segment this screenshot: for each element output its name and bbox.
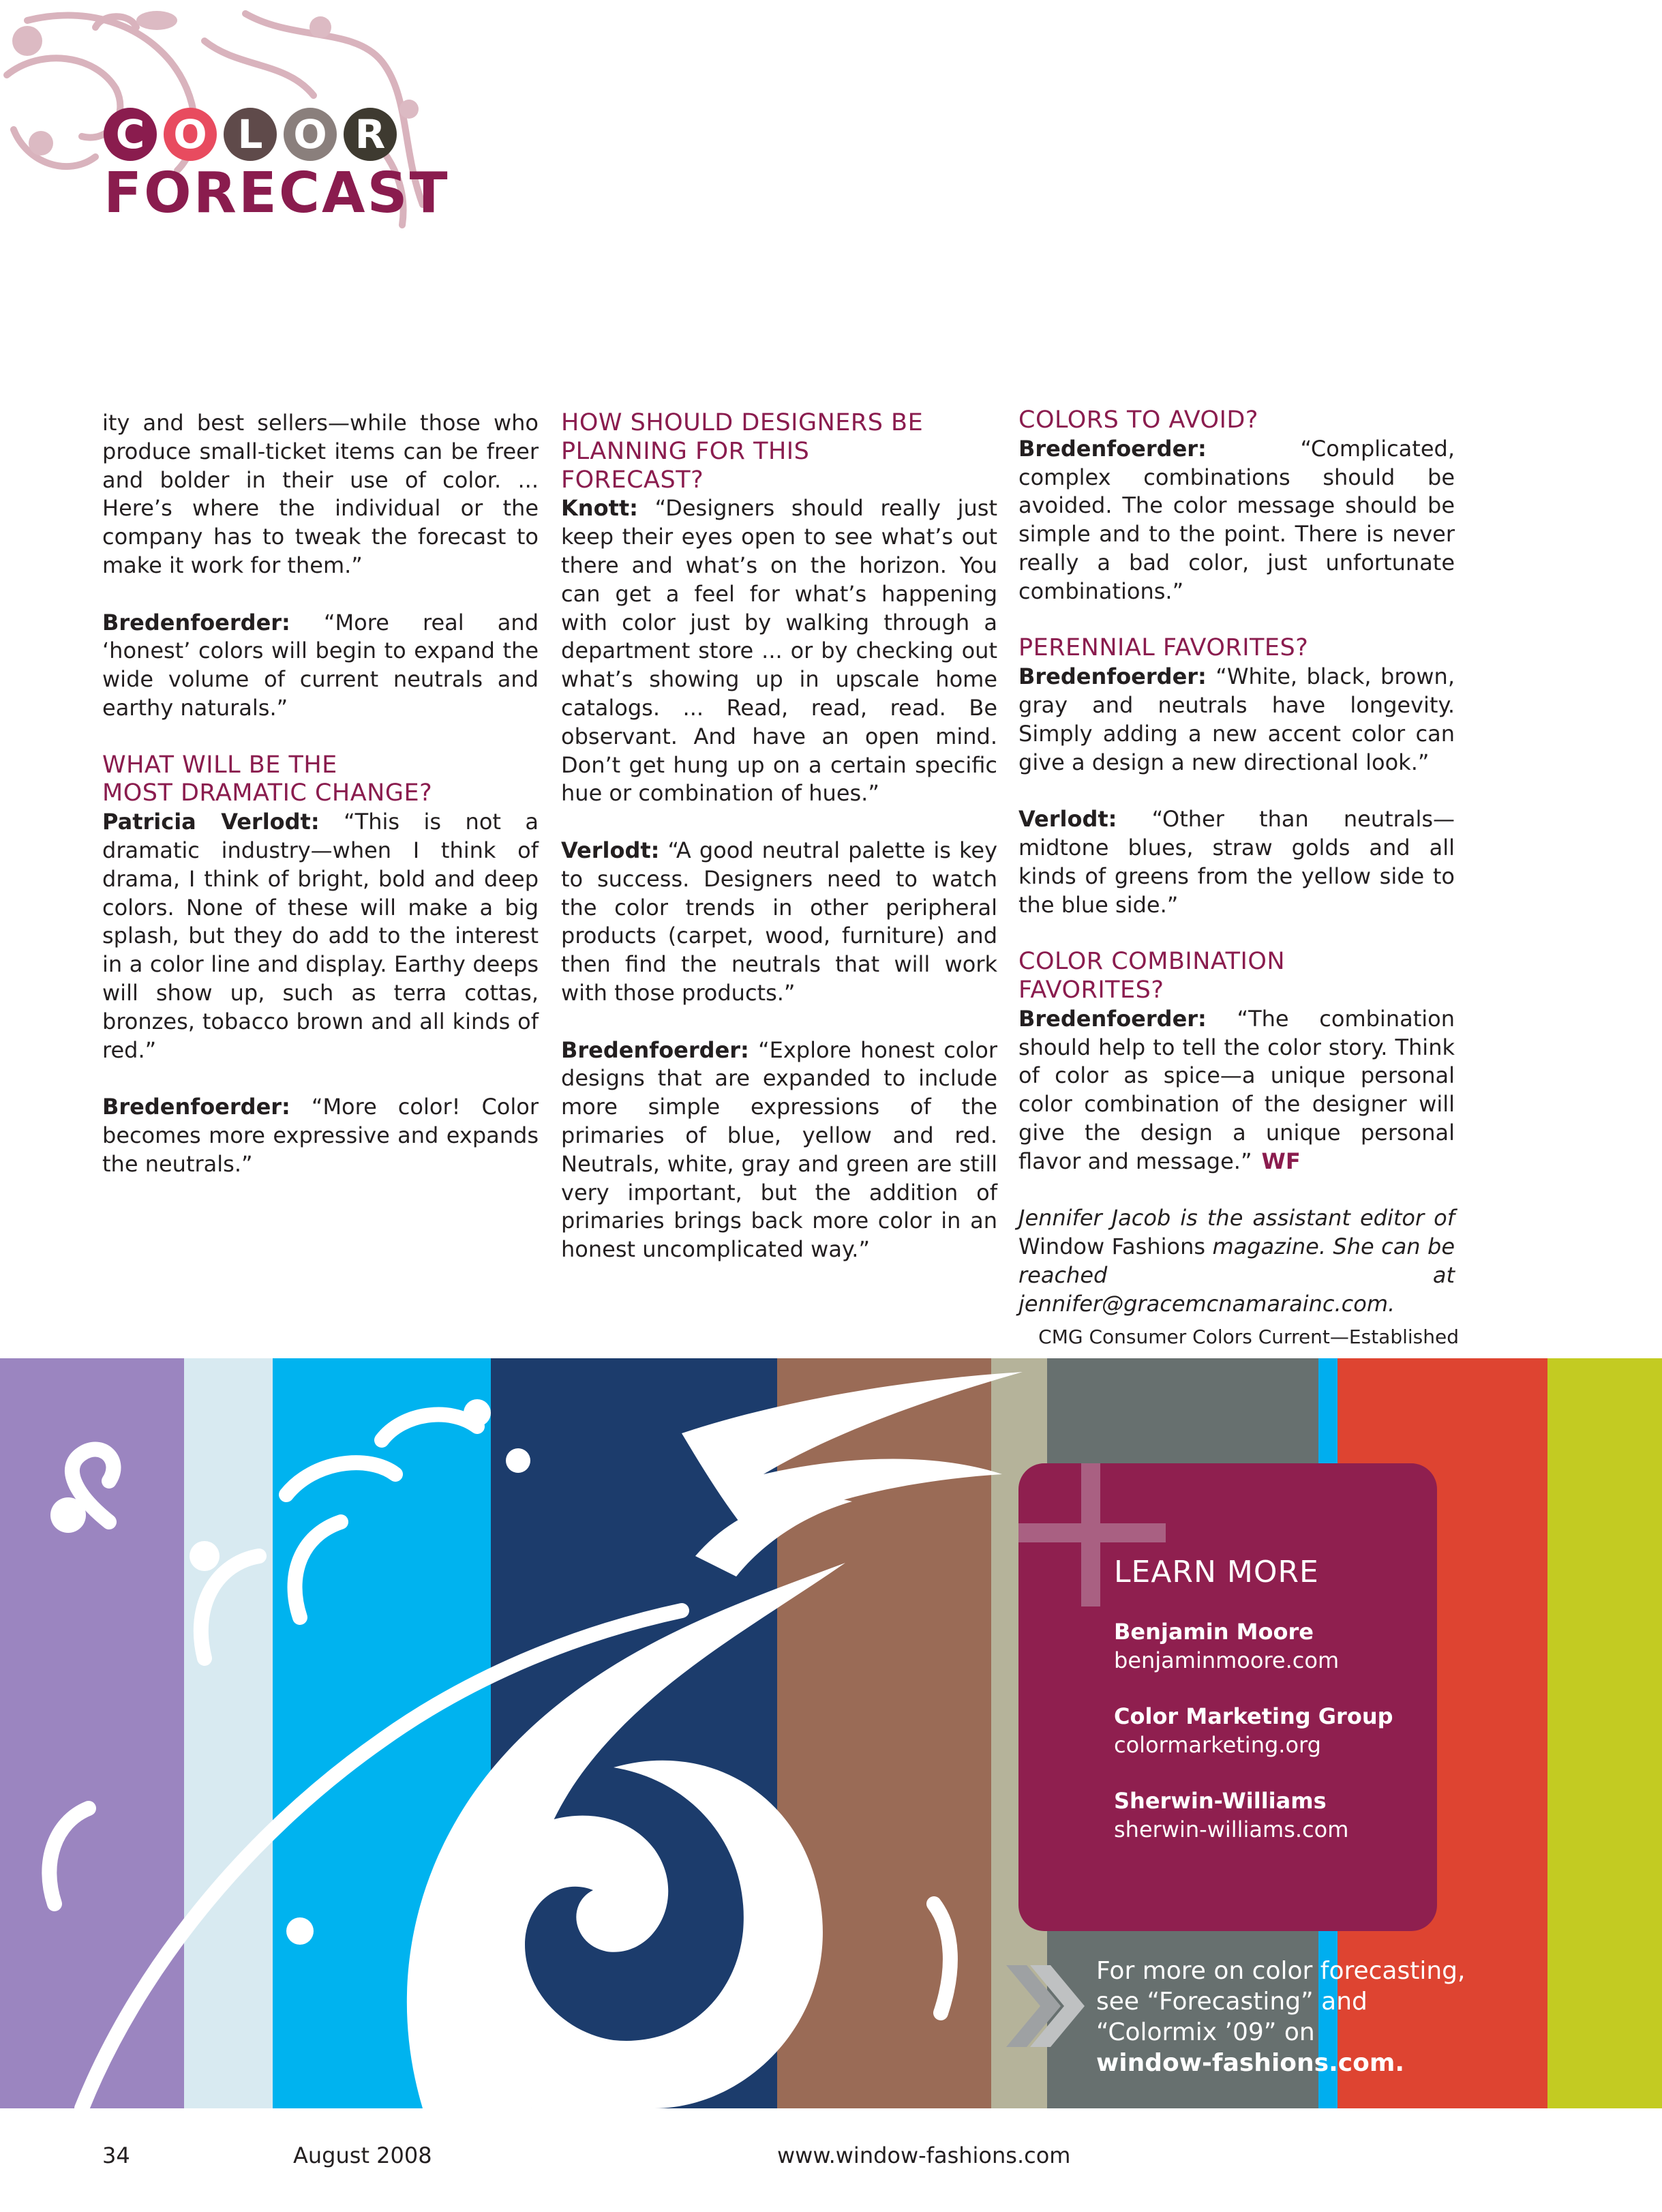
col2-paragraph-1 <box>561 494 997 808</box>
col3-paragraph-3 <box>1018 805 1455 919</box>
quote: “Complicated, complex combinations should be avoided. The color message should be simple and to the point. There is never really a bad color, just unfortunate combinations.” <box>1018 435 1455 604</box>
quote: “Designers should really just keep their eyes open to see what’s out there and what’s on the horizon. You can get a feel for what’s happening with color just by walking through a department store ... or by checking out what’s showing up in upscale home catalogs. ... Read, read, read. Be observant. And have an open mind. Don’t get hung up on a certain specific hue or combination of hues.” <box>561 495 997 807</box>
resource-name-benjamin-moore: Benjamin Moore <box>1114 1619 1314 1645</box>
more-line-2: see “Forecasting” and <box>1096 1988 1368 2016</box>
quote: “This is not a dramatic industry—when I think of drama, I think of bright, bold and deep colors. None of these will make a big splash, but they do add to the interest in a color line and display. Earthy deeps will show up, such as terra cottas, bronzes, tobacco brown and all kinds of red.” <box>102 809 539 1063</box>
bio-magazine: Window Fashions <box>1018 1234 1206 1260</box>
resource-link-benjamin-moore[interactable]: benjaminmoore.com <box>1114 1647 1340 1673</box>
col2-paragraph-3 <box>561 1036 997 1264</box>
speaker: Bredenfoerder: <box>102 609 290 636</box>
wf-end-mark: WF <box>1261 1148 1301 1174</box>
col3-paragraph-1 <box>1018 435 1455 606</box>
column-1 <box>102 409 539 1207</box>
color-stripe <box>0 1358 184 2108</box>
speaker: Bredenfoerder: <box>1018 663 1207 690</box>
bio-c: magazine. She can be reached at jennifer@gracemcnamarainc.com. <box>1018 1234 1455 1317</box>
forecast-title: FORECAST <box>104 161 450 226</box>
col1-heading-1: WHAT WILL BE THE <box>102 751 337 779</box>
col1-paragraph-4 <box>102 1093 539 1178</box>
more-info-note <box>1096 1956 1478 2078</box>
col2-paragraph-2 <box>561 837 997 1008</box>
bio-a: Jennifer Jacob is the assistant editor of <box>1018 1205 1455 1231</box>
quote: “The combination should help to tell the color story. Think of color as spice—a unique personal color combination of the designer will give the design a unique personal flavor and message.” <box>1018 1005 1455 1174</box>
issue-date: August 2008 <box>293 2142 432 2168</box>
speaker: Verlodt: <box>1018 806 1117 833</box>
speaker: Verlodt: <box>561 837 660 863</box>
col2-heading-1b: PLANNING FOR THIS <box>561 437 810 465</box>
col3-paragraph-4 <box>1018 1005 1455 1176</box>
speaker: Bredenfoerder: <box>1018 435 1207 462</box>
website-url[interactable]: www.window-fashions.com <box>777 2142 1071 2168</box>
page-number: 34 <box>102 2142 130 2168</box>
quote: “A good neutral palette is key to success. Designers need to watch the color trends in other peripheral products (carpet, wood, furniture) and then find the neutrals that will work with those products.” <box>561 837 997 1006</box>
resource-link-color-marketing[interactable]: colormarketing.org <box>1114 1732 1321 1758</box>
speaker: Bredenfoerder: <box>561 1036 749 1063</box>
color-letter-o2: O <box>284 108 337 161</box>
resource-link-sherwin-williams[interactable]: sherwin-williams.com <box>1114 1817 1349 1842</box>
column-3 <box>1018 406 1455 1347</box>
col3-heading-1: COLORS TO AVOID? <box>1018 406 1258 434</box>
resource-name-sherwin-williams: Sherwin-Williams <box>1114 1788 1327 1814</box>
col1-paragraph-1: ity and best sellers—while those who produce small-ticket items can be freer and bolder in their use of color. ... Here’s where the individual or the company has to tweak the forecast to make it work for them.” <box>102 410 539 578</box>
resource-name-color-marketing-group: Color Marketing Group <box>1114 1703 1393 1729</box>
col2-heading-1c: FORECAST? <box>561 466 704 494</box>
more-line-3: “Colormix ’09” on <box>1096 2018 1315 2046</box>
stripe-caption: CMG Consumer Colors Current—Established <box>1038 1326 1459 1348</box>
color-stripe <box>184 1358 273 2108</box>
speaker: Bredenfoerder: <box>102 1094 290 1120</box>
color-letter-l: L <box>224 108 277 161</box>
col3-paragraph-2 <box>1018 663 1455 777</box>
col3-heading-2: PERENNIAL FAVORITES? <box>1018 634 1309 662</box>
speaker: Bredenfoerder: <box>1018 1005 1207 1032</box>
learn-more-title: LEARN MORE <box>1114 1555 1319 1589</box>
col3-heading-3: COLOR COMBINATION <box>1018 948 1286 976</box>
column-2 <box>561 409 997 1293</box>
quote: “Other than neutrals—midtone blues, straw golds and all kinds of greens from the yellow side to the blue side.” <box>1018 806 1455 918</box>
col1-paragraph-3 <box>102 808 539 1064</box>
more-link[interactable]: window-fashions.com. <box>1096 2049 1405 2077</box>
author-bio <box>1018 1204 1455 1318</box>
quote: “More color! Color becomes more expressive and expands the neutrals.” <box>102 1094 539 1177</box>
color-letter-r: R <box>344 108 397 161</box>
speaker: Patricia Verlodt: <box>102 809 320 835</box>
col1-heading-1b: MOST DRAMATIC CHANGE? <box>102 779 433 807</box>
color-letter-c: C <box>104 108 157 161</box>
quote: “White, black, brown, gray and neutrals have longevity. Simply adding a new accent color can give a design a new directional look.” <box>1018 663 1455 775</box>
speaker: Knott: <box>561 495 638 522</box>
col2-heading-1: HOW SHOULD DESIGNERS BE <box>561 409 924 436</box>
col1-paragraph-2 <box>102 609 539 723</box>
plus-icon-bar <box>1018 1523 1166 1542</box>
quote: “Explore honest color designs that are expanded to include more simple expressions of the primaries of blue, yellow and red. Neutrals, white, gray and green are still very important, but the addition of primaries brings back more color in an honest uncomplicated way.” <box>561 1036 997 1263</box>
more-line-1: For more on color forecasting, <box>1096 1957 1466 1985</box>
color-letter-o: O <box>164 108 217 161</box>
double-chevron-icon <box>999 1958 1088 2054</box>
col3-heading-3b: FAVORITES? <box>1018 976 1164 1004</box>
color-stripe <box>1547 1358 1662 2108</box>
quote: “More real and ‘honest’ colors will begin to expand the wide volume of current neutrals and earthy naturals.” <box>102 609 539 721</box>
